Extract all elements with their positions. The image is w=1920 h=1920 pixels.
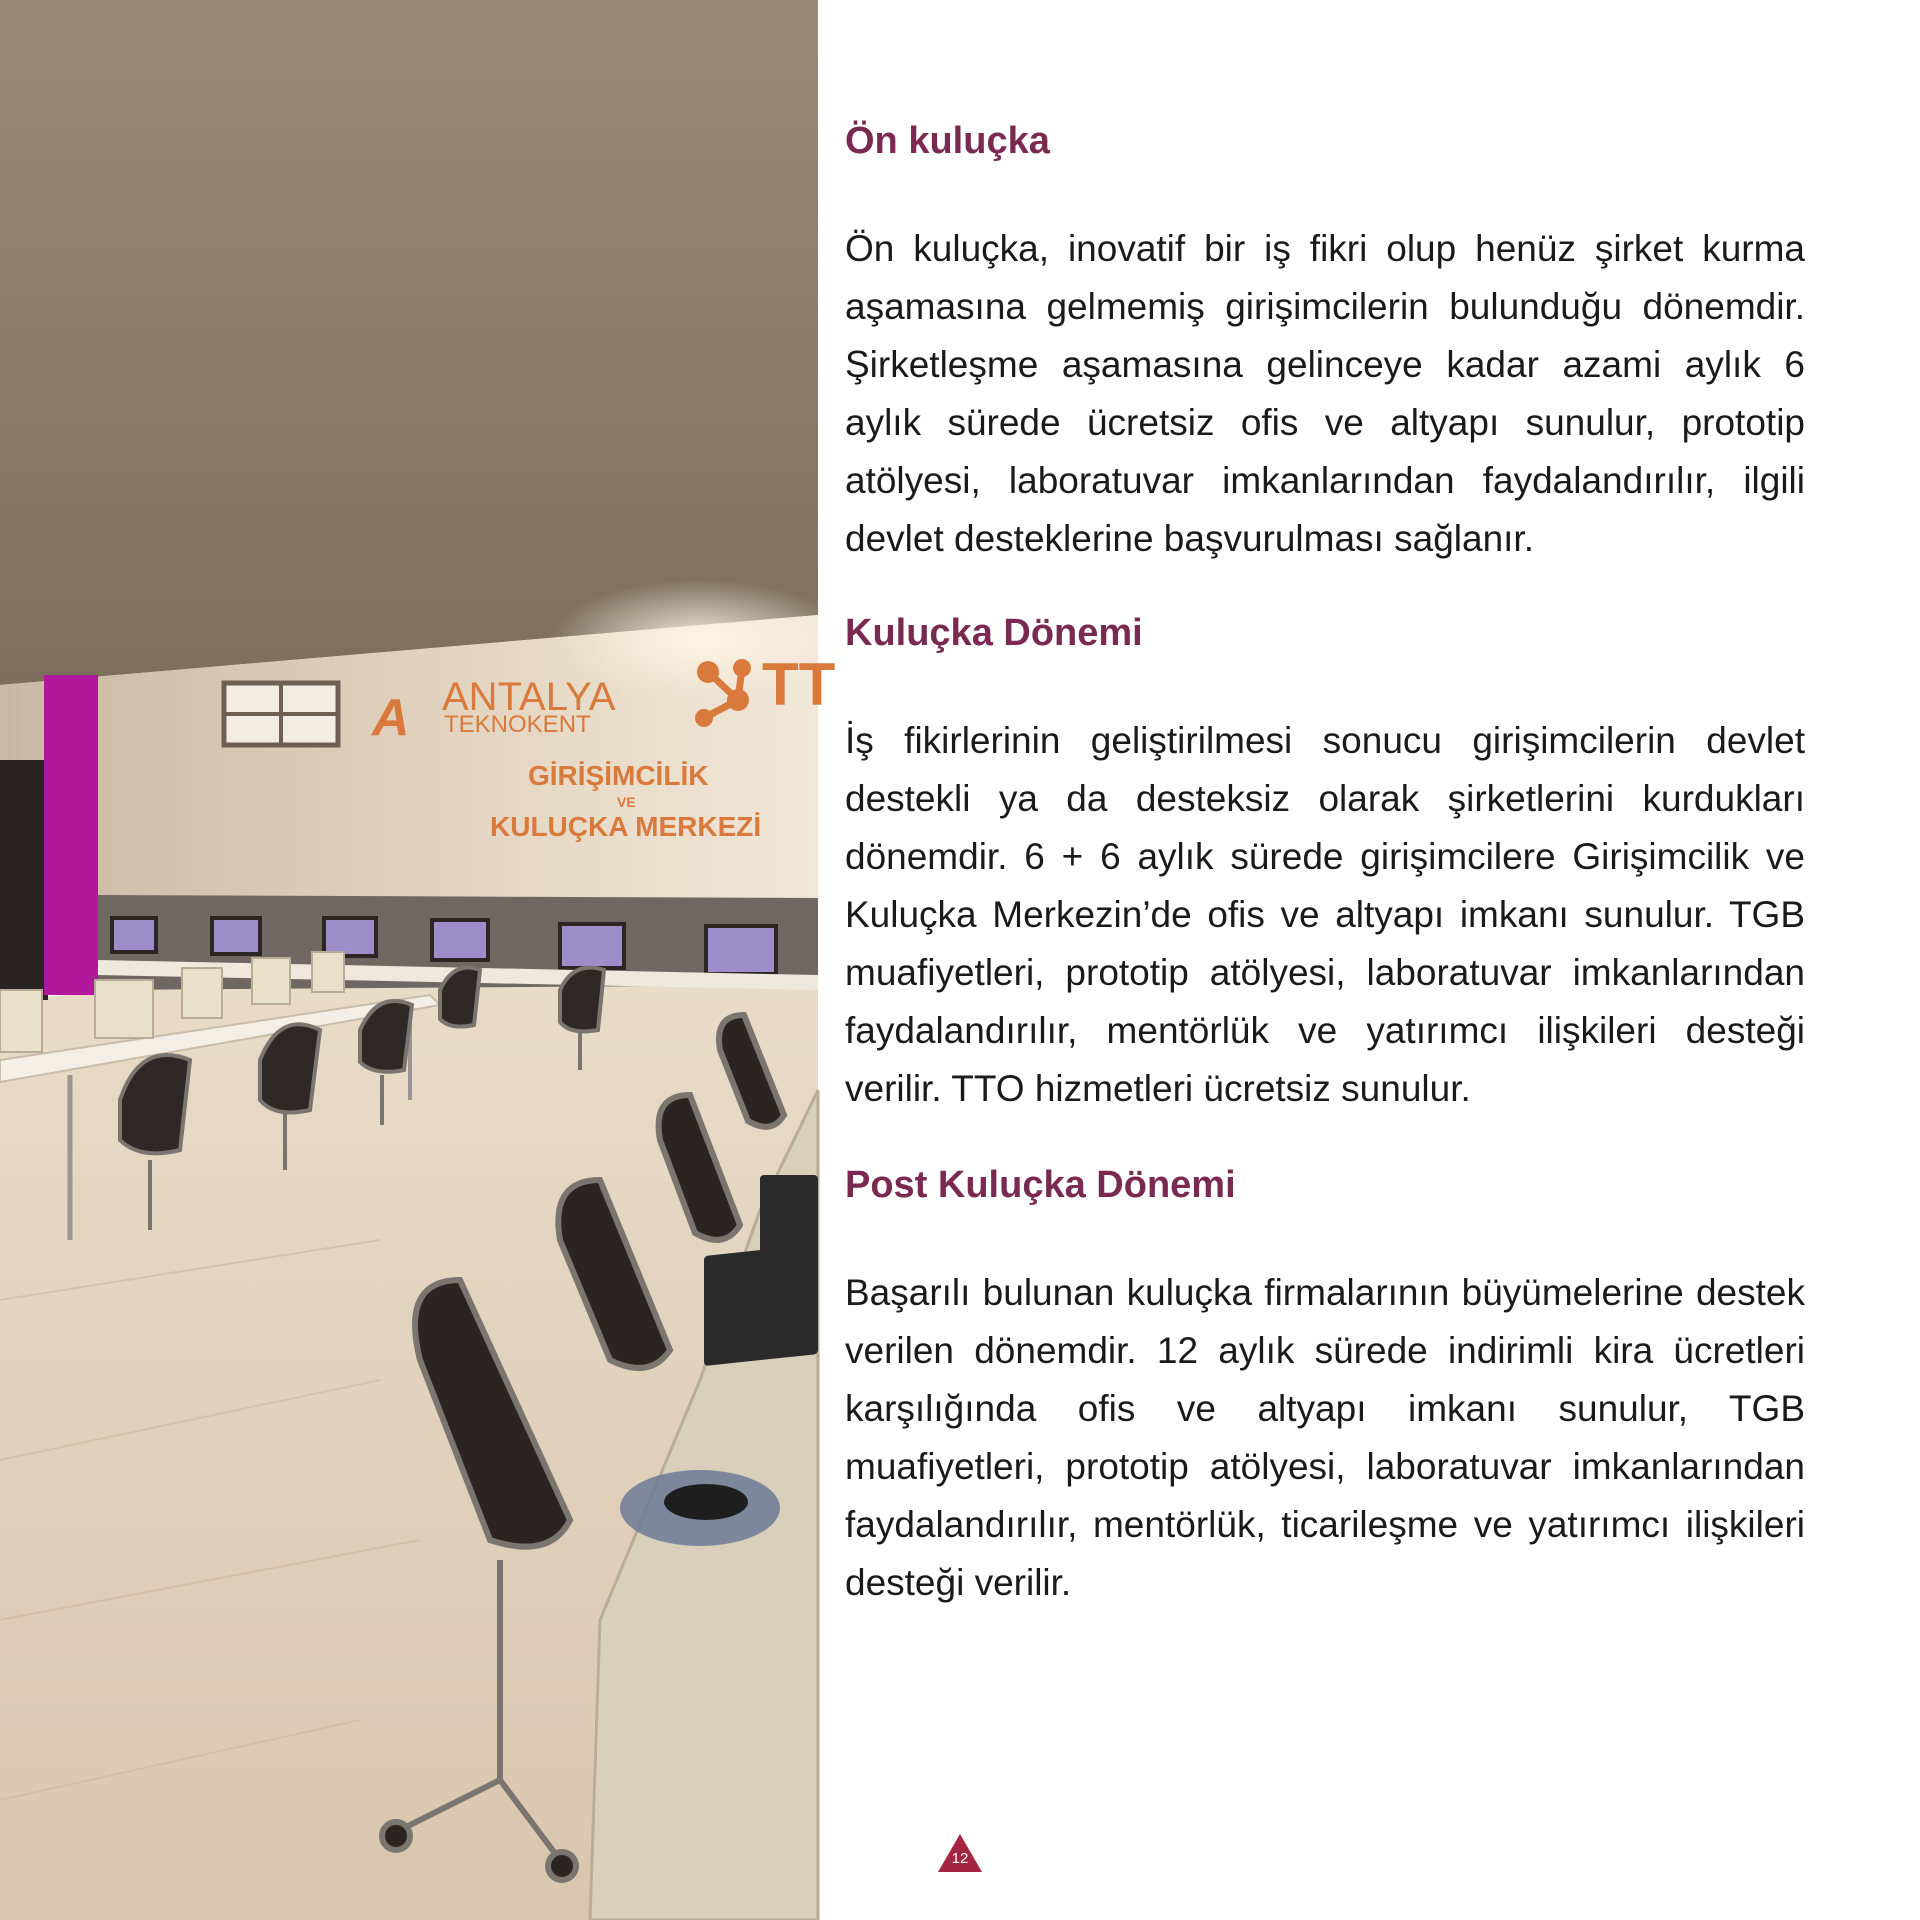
sign-brand-line1: ANTALYA <box>442 675 616 719</box>
left-dark-wall <box>0 760 48 1000</box>
office-interior-photo <box>0 0 836 1920</box>
sign-brand-line2: TEKNOKENT <box>444 711 591 738</box>
page-number: 12 <box>951 1850 969 1867</box>
section-body-post-kulucka: Başarılı bulunan kuluçka firmalarının büyümelerine destek verilen dönemdir. 12 aylık sürede indirimli kira ücretleri karşılığında ofis ve altyapı imkanı sunulur, TGB muafiyetleri, prototip atölyesi, laboratuvar imkanlarından faydalandırılır, mentörlük, ticarileşme ve yatırımcı ilişkileri desteği verilir. <box>845 1272 1805 1603</box>
section-body-kulucka-donemi: İş fikirlerinin geliştirilmesi sonucu girişimcilerin devlet destekli ya da desteksiz olarak şirketlerini kurdukları dönemdir. 6 + 6 aylık sürede girişimcilere Girişimcilik ve Kuluçka Merkezin’de ofis ve altyapı imkanı sunulur. TGB muafiyetleri, prototip atölyesi, laboratuvar imkanlarından faydalandırılır, mentörlük ve yatırımcı ilişkileri desteği verilir. TTO hizmetleri ücretsiz sunulur. <box>845 720 1805 1109</box>
sign-title-line2: VE <box>617 794 636 810</box>
sign-title-line1: GİRİŞİMCİLİK <box>528 760 709 791</box>
section-body-on-kulucka: Ön kuluçka, inovatif bir iş fikri olup henüz şirket kurma aşamasına gelmemiş girişimcilerin bulunduğu dönemdir. Şirketleşme aşamasına gelinceye kadar azami aylık 6 aylık sürede ücretsiz ofis ve altyapı sunulur, prototip atölyesi, laboratuvar imkanlarından faydalandırılır, ilgili devlet desteklerine başvurulması sağlanır. <box>845 228 1805 559</box>
sign-title-line3: KULUÇKA MERKEZİ <box>490 811 762 842</box>
sign-logo-mark: A <box>372 689 410 747</box>
section-heading-post-kulucka: Post Kuluçka Dönemi <box>845 1164 1236 1206</box>
computer-mouse <box>664 1484 748 1520</box>
section-heading-on-kulucka: Ön kuluçka <box>845 120 1050 162</box>
page-number-marker <box>936 1832 984 1874</box>
magenta-column <box>44 675 98 995</box>
section-heading-kulucka-donemi: Kuluçka Dönemi <box>845 612 1143 654</box>
sign-right-logo: TT <box>762 651 836 718</box>
